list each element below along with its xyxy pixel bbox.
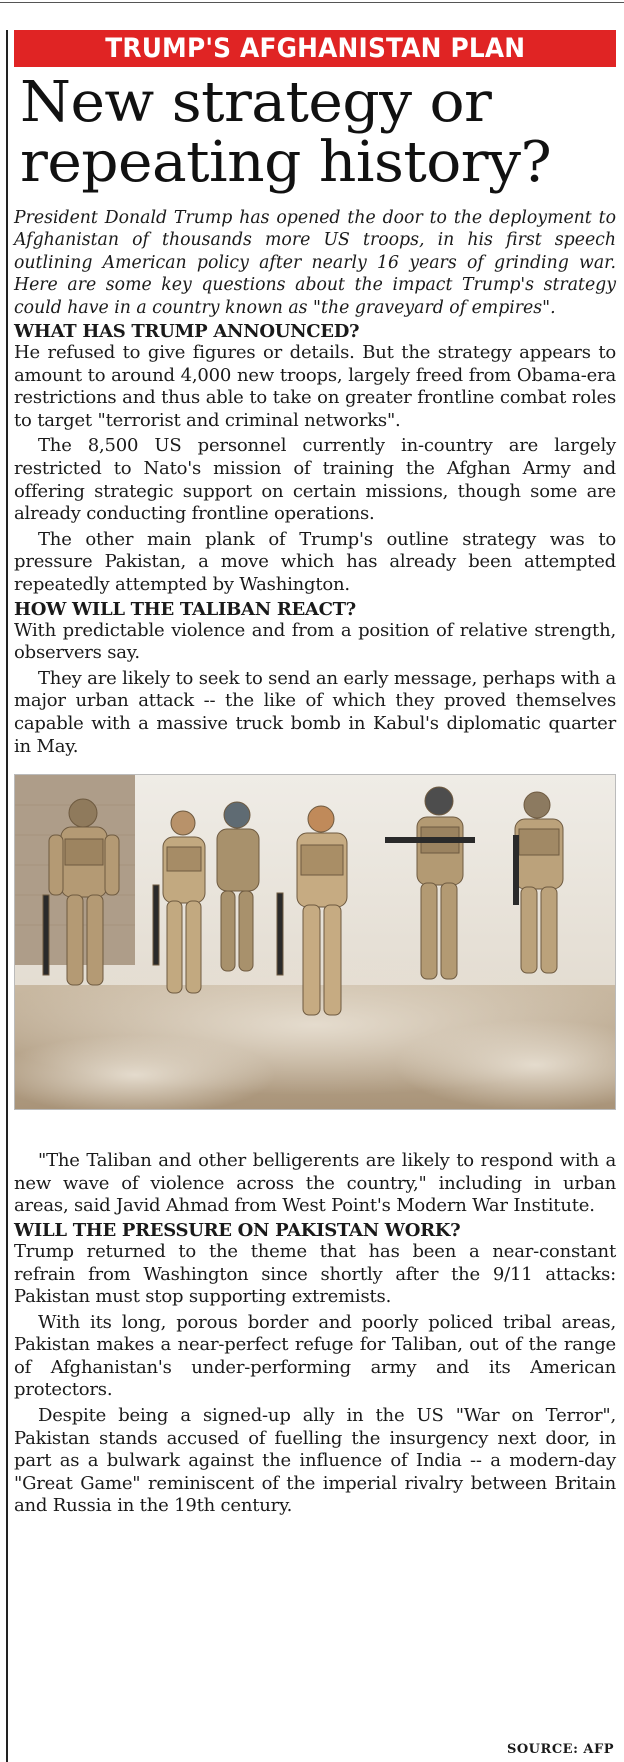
headline-line-1: New strategy or [20,70,492,135]
section-heading: WILL THE PRESSURE ON PAKISTAN WORK? [14,1219,461,1241]
source-credit: SOURCE: AFP [506,1742,614,1757]
kicker-text: TRUMP'S AFGHANISTAN PLAN [105,33,525,64]
kicker-banner [14,30,616,67]
section-heading: HOW WILL THE TALIBAN REACT? [14,598,356,620]
paragraph: The 8,500 US personnel currently in-country are largely restricted to Nato's mission of training the Afghan Army and offering strategic support on certain missions, though some are already conducting frontline operations. [14,435,616,525]
paragraph: Trump returned to the theme that has been a near-constant refrain from Washington since shortly after the 9/11 attacks: Pakistan must stop supporting extremists. [14,1240,616,1308]
top-rule [0,2,624,3]
section-heading: WHAT HAS TRUMP ANNOUNCED? [14,321,360,343]
paragraph: The other main plank of Trump's outline strategy was to pressure Pakistan, a move which has already been attempted repeatedly attempted by Washington. [14,528,616,595]
standfirst: President Donald Trump has opened the door to the deployment to Afghanistan of thousands more US troops, in his first speech outlining American policy after nearly 16 years of grinding war. Here are some key questions about the impact Trump's strategy could have in a country known as "the graveyard of empires". [14,208,616,318]
paragraph: With its long, porous border and poorly policed tribal areas, Pakistan makes a near-perfect refuge for Taliban, out of the range of Afghanistan's under-performing army and its American protectors. [14,1311,616,1401]
paragraph: With predictable violence and from a position of relative strength, observers say. [14,619,616,664]
headline [14,70,616,195]
paragraph: He refused to give figures or details. But the strategy appears to amount to around 4,000 new troops, largely freed from Obama-era restrictions and thus able to take on greater frontline combat roles to target "terrorist and criminal networks". [14,342,616,431]
paragraph: "The Taliban and other belligerents are likely to respond with a new wave of violence across the country," including in urban areas, said Javid Ahmad from West Point's Modern War Institute. [14,1150,616,1217]
soldiers-photo [14,774,616,1110]
paragraph: They are likely to seek to send an early message, perhaps with a major urban attack -- the like of which they proved themselves capable with a massive truck bomb in Kabul's diplomatic quarter in May. [14,667,616,757]
headline-line-2: repeating history? [20,130,552,195]
article [14,30,616,1518]
soldiers-photo-illustration [15,775,616,1110]
column-rule [6,30,8,1762]
paragraph: Despite being a signed-up ally in the US "War on Terror", Pakistan stands accused of fuelling the insurgency next door, in part as a bulwark against the influence of India -- a modern-day "Great Game" reminiscent of the imperial rivalry between Britain and Russia in the 19th century. [14,1405,616,1517]
